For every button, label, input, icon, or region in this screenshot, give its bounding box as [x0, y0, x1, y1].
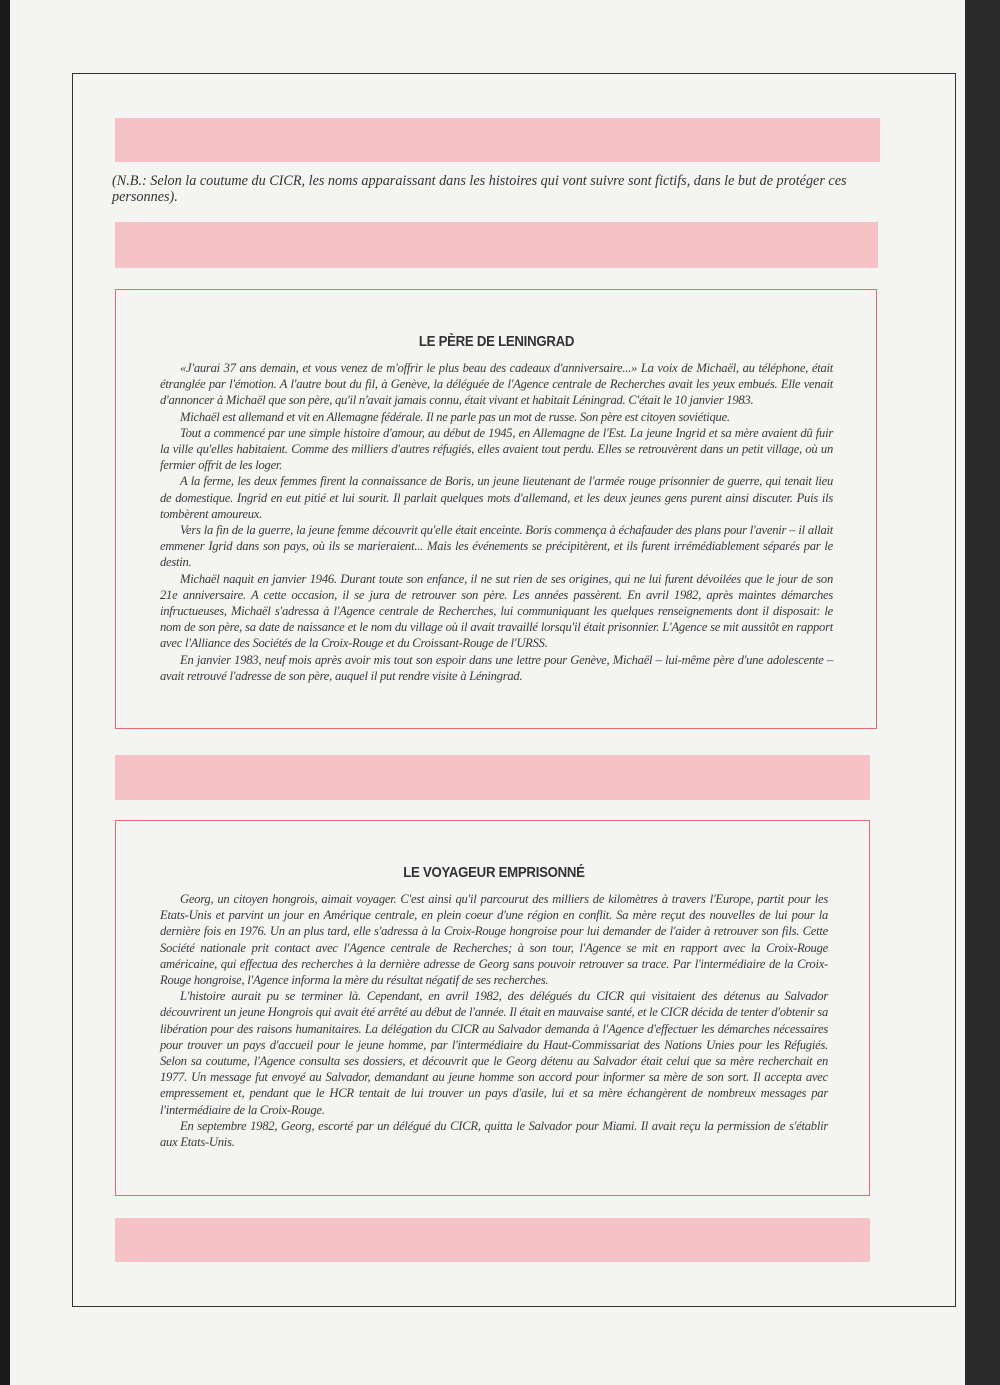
- story-title: LE PÈRE DE LENINGRAD: [418, 333, 575, 350]
- paragraph: «J'aurai 37 ans demain, et vous venez de m'offrir le plus beau des cadeaux d'anniversaire...» La voix de Michaël, au téléphone, était étranglée par l'émotion. A l'autre bout du fil, à Genève, la déléguée de l'Agence centrale de Recherches avait les yeux embués. Elle venait d'annoncer à Michaël que son père, qu'il n'avait jamais connu, était vivant et habitait Léningrad. C'était le 10 janvier 1983.: [160, 361, 833, 408]
- highlight-band: [115, 755, 870, 800]
- story-title: LE VOYAGEUR EMPRISONNÉ: [403, 864, 585, 881]
- highlight-band: [115, 222, 878, 268]
- paragraph: En septembre 1982, Georg, escorté par un délégué du CICR, quitta le Salvador pour Miami. Il avait reçu la permission de s'établir aux Etats-Unis.: [160, 1118, 828, 1150]
- editor-note: (N.B.: Selon la coutume du CICR, les noms apparaissant dans les histoires qui vont suivre sont fictifs, dans le but de protéger ces personnes).: [112, 173, 847, 205]
- paragraph: Michaël est allemand et vit en Allemagne fédérale. Il ne parle pas un mot de russe. Son père est citoyen soviétique.: [180, 409, 730, 424]
- paragraph: Michaël naquit en janvier 1946. Durant toute son enfance, il ne sut rien de ses origines, qui ne lui furent dévoilées que le jour de son 21e anniversaire. A cette occasion, il se jura de retrouver son père. Les années passèrent. En avril 1982, après maintes démarches infructueuses, Michaël s'adressa à l'Agence centrale de Recherches, lui communiquant les quelques renseignements dont il disposait: le nom de son père, sa date de naissance et le nom du village où il avait travaillé lorsqu'il était prisonnier. L'Agence se mit aussitôt en rapport avec l'Alliance des Sociétés de la Croix-Rouge et du Croissant-Rouge de l'URSS.: [160, 571, 833, 651]
- paragraph: Georg, un citoyen hongrois, aimait voyager. C'est ainsi qu'il parcourut des milliers de kilomètres à travers l'Europe, partit pour les Etats-Unis et parvint un jour en Amérique centrale, en plein coeur d'une région en conflit. Sa mère reçut des nouvelles de lui pour la dernière fois en 1976. Un an plus tard, elle s'adressa à la Croix-Rouge hongroise pour lui demander de l'aider à retrouver son fils. Cette Société nationale prit contact avec l'Agence centrale de Recherches; à son tour, l'Agence se mit en rapport avec la Croix-Rouge américaine, qui effectua des recherches à la dernière adresse de Georg sans pouvoir retrouver sa trace. Par l'intermédiaire de la Croix-Rouge hongroise, l'Agence informa la mère du résultat négatif de ses recherches.: [160, 892, 828, 988]
- scan-background: [965, 0, 1000, 1385]
- paragraph: Tout a commencé par une simple histoire d'amour, au début de 1945, en Allemagne de l'Est. La jeune Ingrid et sa mère avaient dû fuir la ville qu'elles habitaient. Comme des milliers d'autres réfugiés, elles avaient tout perdu. Elles se retrouvèrent dans un petit village, où un fermier offrit de les loger.: [160, 425, 833, 473]
- paragraph: L'histoire aurait pu se terminer là. Cependant, en avril 1982, des délégués du CICR qui visitaient des détenus au Salvador découvrirent un jeune Hongrois qui avait été arrêté au début de l'année. Il était en mauvaise santé, et le CICR décida de tenter d'obtenir sa libération pour des raisons humanitaires. La délégation du CICR au Salvador demanda à l'Agence d'effectuer les démarches nécessaires pour trouver un pays d'accueil pour le jeune homme, par l'intermédiaire du Haut-Commissariat des Nations Unies pour les Réfugiés. Selon sa coutume, l'Agence consulta ses dossiers, et découvrit que le Georg détenu au Salvador était celui que sa mère recherchait en 1977. Un message fut envoyé au Salvador, demandant au jeune homme son accord pour informer sa mère de son sort. Il accepta avec empressement et, pendant que le HCR tentait de lui trouver un pays d'asile, lui et sa mère échangèrent de nombreux messages par l'intermédiaire de la Croix-Rouge.: [160, 989, 828, 1117]
- highlight-band: [115, 1218, 870, 1262]
- story-leningrad: [160, 333, 833, 684]
- highlight-band: [115, 118, 880, 162]
- paragraph: En janvier 1983, neuf mois après avoir mis tout son espoir dans une lettre pour Genève, Michaël – lui-même père d'une adolescente – avait retrouvé l'adresse de son père, auquel il put rendre visite à Léningrad.: [160, 652, 833, 683]
- paragraph: A la ferme, les deux femmes firent la connaissance de Boris, un jeune lieutenant de l'armée rouge prisonnier de guerre, qui tenait lieu de domestique. Ingrid en eut pitié et lui sourit. Il parlait quelques mots d'allemand, et les deux jeunes gens purent ainsi discuter. Puis ils tombèrent amoureux.: [160, 474, 833, 521]
- story-voyageur: [160, 864, 828, 1150]
- paragraph: Vers la fin de la guerre, la jeune femme découvrit qu'elle était enceinte. Boris commença à échafauder des plans pour l'avenir – il allait emmener Igrid dans son pays, où ils se marieraient... Mais les événements se précipitèrent, et ils furent irrémédiablement séparés par le destin.: [160, 523, 833, 570]
